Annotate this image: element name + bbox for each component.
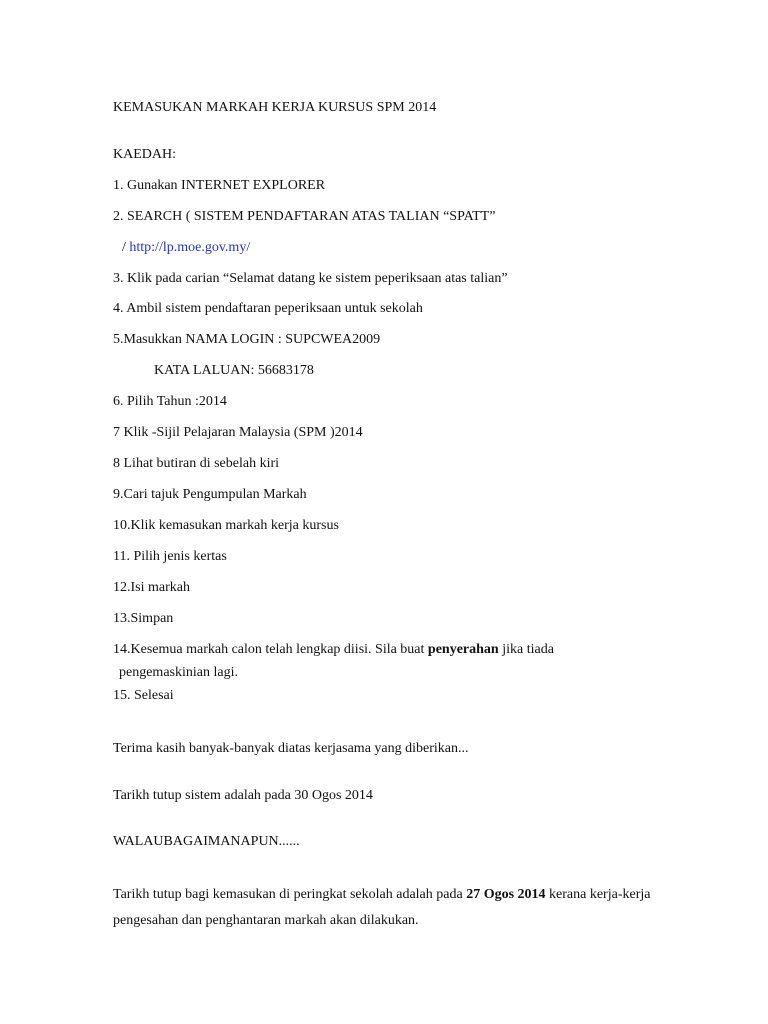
kaedah-heading: KAEDAH: [113, 147, 176, 162]
school-deadline [113, 886, 650, 904]
step-2-link-line [122, 239, 250, 257]
step-14-text-end: jika tiada [498, 642, 554, 657]
step-12: 12.Isi markah [113, 580, 190, 595]
however-heading: WALAUBAGAIMANAPUN...... [113, 834, 300, 849]
school-deadline-continuation: pengesahan dan penghantaran markah akan dilakukan. [113, 913, 419, 928]
link-prefix-slash: / [122, 240, 130, 255]
step-13: 13.Simpan [113, 611, 174, 626]
step-7: 7 Klik -Sijil Pelajaran Malaysia (SPM )2014 [113, 425, 363, 440]
step-6: 6. Pilih Tahun :2014 [113, 394, 227, 409]
step-2: 2. SEARCH ( SISTEM PENDAFTARAN ATAS TALIAN “SPATT” [113, 209, 496, 224]
step-14-emphasis: penyerahan [427, 642, 499, 657]
school-deadline-text: Tarikh tutup bagi kemasukan di peringkat sekolah adalah pada [113, 887, 467, 902]
step-1: 1. Gunakan INTERNET EXPLORER [113, 178, 326, 193]
step-4: 4. Ambil sistem pendaftaran peperiksaan untuk sekolah [113, 301, 423, 316]
system-close-date: Tarikh tutup sistem adalah pada 30 Ogos 2014 [113, 788, 373, 803]
step-8: 8 Lihat butiran di sebelah kiri [113, 456, 280, 471]
step-15: 15. Selesai [113, 688, 174, 703]
document-title: KEMASUKAN MARKAH KERJA KURSUS SPM 2014 [113, 100, 437, 115]
step-5: 5.Masukkan NAMA LOGIN : SUPCWEA2009 [113, 332, 381, 347]
step-14-text: 14.Kesemua markah calon telah lengkap diisi. Sila buat [113, 642, 428, 657]
step-3: 3. Klik pada carian “Selamat datang ke sistem peperiksaan atas talian” [113, 271, 508, 286]
step-11: 11. Pilih jenis kertas [113, 549, 227, 564]
thanks-note: Terima kasih banyak-banyak diatas kerjasama yang diberikan... [113, 741, 469, 756]
step-14 [113, 641, 554, 659]
step-9: 9.Cari tajuk Pengumpulan Markah [113, 487, 307, 502]
school-deadline-date: 27 Ogos 2014 [466, 887, 546, 902]
school-deadline-text-end: kerana kerja-kerja [545, 887, 651, 902]
moe-portal-link[interactable]: http://lp.moe.gov.my/ [129, 240, 251, 255]
step-10: 10.Klik kemasukan markah kerja kursus [113, 518, 339, 533]
step-14-continuation: pengemaskinian lagi. [119, 665, 238, 680]
step-5-password: KATA LALUAN: 56683178 [154, 363, 314, 378]
